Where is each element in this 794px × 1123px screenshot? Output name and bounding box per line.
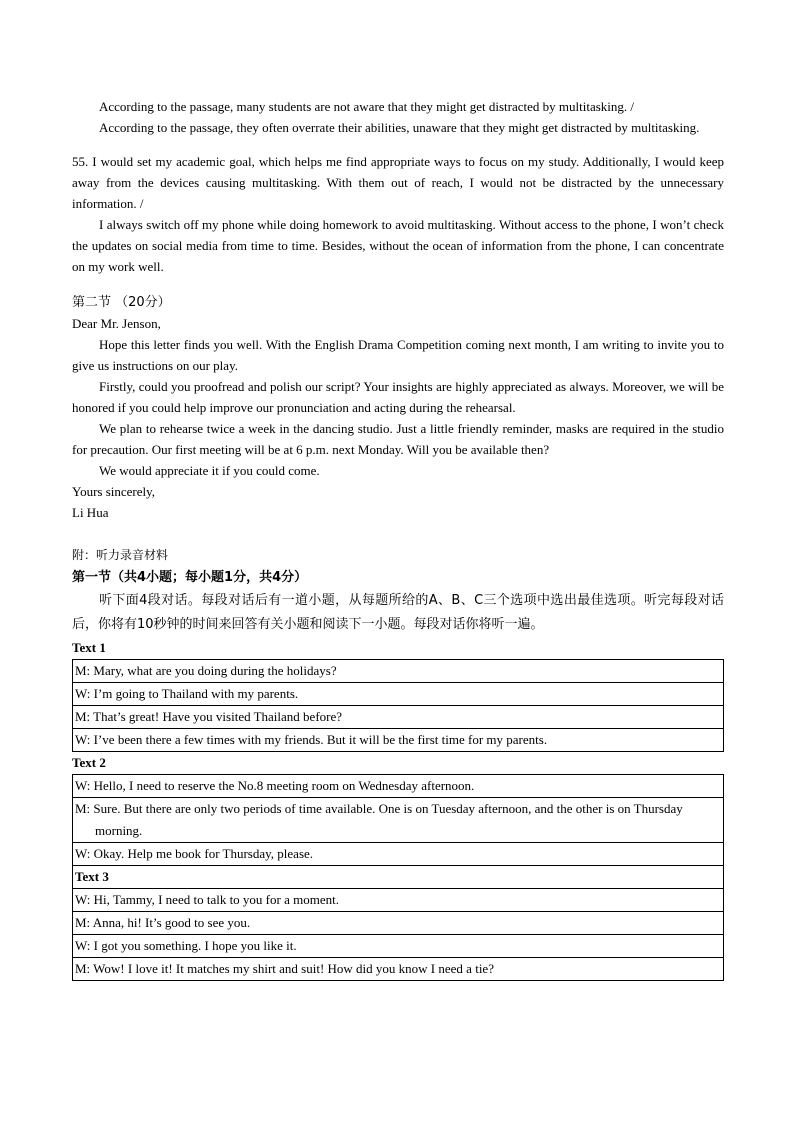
dialogue-line: M: Anna, hi! It’s good to see you. bbox=[73, 912, 723, 935]
dialogue-line: W: Okay. Help me book for Thursday, please. bbox=[73, 843, 723, 866]
text-1-label: Text 1 bbox=[72, 640, 106, 655]
text-2-label: Text 2 bbox=[72, 755, 106, 770]
dialogue-line: W: Hello, I need to reserve the No.8 meeting room on Wednesday afternoon. bbox=[73, 775, 723, 798]
document-page bbox=[72, 96, 724, 981]
letter-salutation: Dear Mr. Jenson, bbox=[72, 316, 161, 331]
letter-paragraph: Hope this letter finds you well. With the English Drama Competition coming next month, I am writing to invite you to give us instructions on our play. bbox=[72, 337, 724, 373]
dialogue-line: M: Mary, what are you doing during the holidays? bbox=[73, 660, 723, 683]
dialogue-line: W: I got you something. I hope you like it. bbox=[73, 935, 723, 958]
dialogue-line: M: That’s great! Have you visited Thailand before? bbox=[73, 706, 723, 729]
appendix-title: 附：听力录音材料 bbox=[72, 548, 169, 562]
letter-closing: Yours sincerely, bbox=[72, 484, 156, 499]
listening-section-heading: 第一节（共4小题；每小题1分，共4分） bbox=[72, 570, 308, 585]
answer-55-option-2: I always switch off my phone while doing homework to avoid multitasking. Without access to the phone, I won’t check the updates on social media from time to time. Besides, without the ocean of information from the phone, I can concentrate on my work well. bbox=[72, 217, 724, 274]
answer-54-option-1: According to the passage, many students are not aware that they might get distracted by multitasking. / bbox=[99, 99, 635, 114]
letter-paragraph: We would appreciate it if you could come. bbox=[99, 463, 320, 478]
text-2-3-transcript bbox=[72, 774, 724, 981]
dialogue-line: W: I’ve been there a few times with my friends. But it will be the first time for my parents. bbox=[75, 732, 548, 747]
dialogue-line: W: I’m going to Thailand with my parents. bbox=[73, 683, 723, 706]
text-3-label: Text 3 bbox=[73, 866, 723, 889]
letter-signature: Li Hua bbox=[72, 505, 109, 520]
text-1-transcript bbox=[72, 659, 724, 752]
dialogue-line: W: Hi, Tammy, I need to talk to you for a moment. bbox=[73, 889, 723, 912]
listening-instructions: 听下面4段对话。每段对话后有一道小题，从每题所给的A、B、C三个选项中选出最佳选项。听完每段对话后，你将有10秒钟的时间来回答有关小题和阅读下一小题。每段对话你将听一遍。 bbox=[72, 593, 724, 632]
letter-paragraph: We plan to rehearse twice a week in the dancing studio. Just a little friendly reminder, masks are required in the studio for precaution. Our first meeting will be at 6 p.m. next Monday. Will you be available then? bbox=[72, 421, 724, 457]
letter-paragraph: Firstly, could you proofread and polish our script? Your insights are highly appreciated as always. Moreover, we will be honored if you could help improve our pronunciation and acting during the rehearsal. bbox=[72, 379, 724, 415]
section-2-heading: 第二节 （20分） bbox=[72, 295, 171, 310]
dialogue-line: M: Sure. But there are only two periods of time available. One is on Tuesday afternoon, and the other is on Thursday morning. bbox=[73, 798, 723, 843]
answer-55-option-1: 55. I would set my academic goal, which helps me find appropriate ways to focus on my study. Additionally, I would keep away from the devices causing multitasking. With them out of reach, I would not be distracted by the unnecessary information. / bbox=[72, 154, 724, 211]
answer-54-option-2: According to the passage, they often overrate their abilities, unaware that they might get distracted by multitasking. bbox=[99, 120, 700, 135]
dialogue-line: M: Wow! I love it! It matches my shirt and suit! How did you know I need a tie? bbox=[75, 961, 494, 976]
